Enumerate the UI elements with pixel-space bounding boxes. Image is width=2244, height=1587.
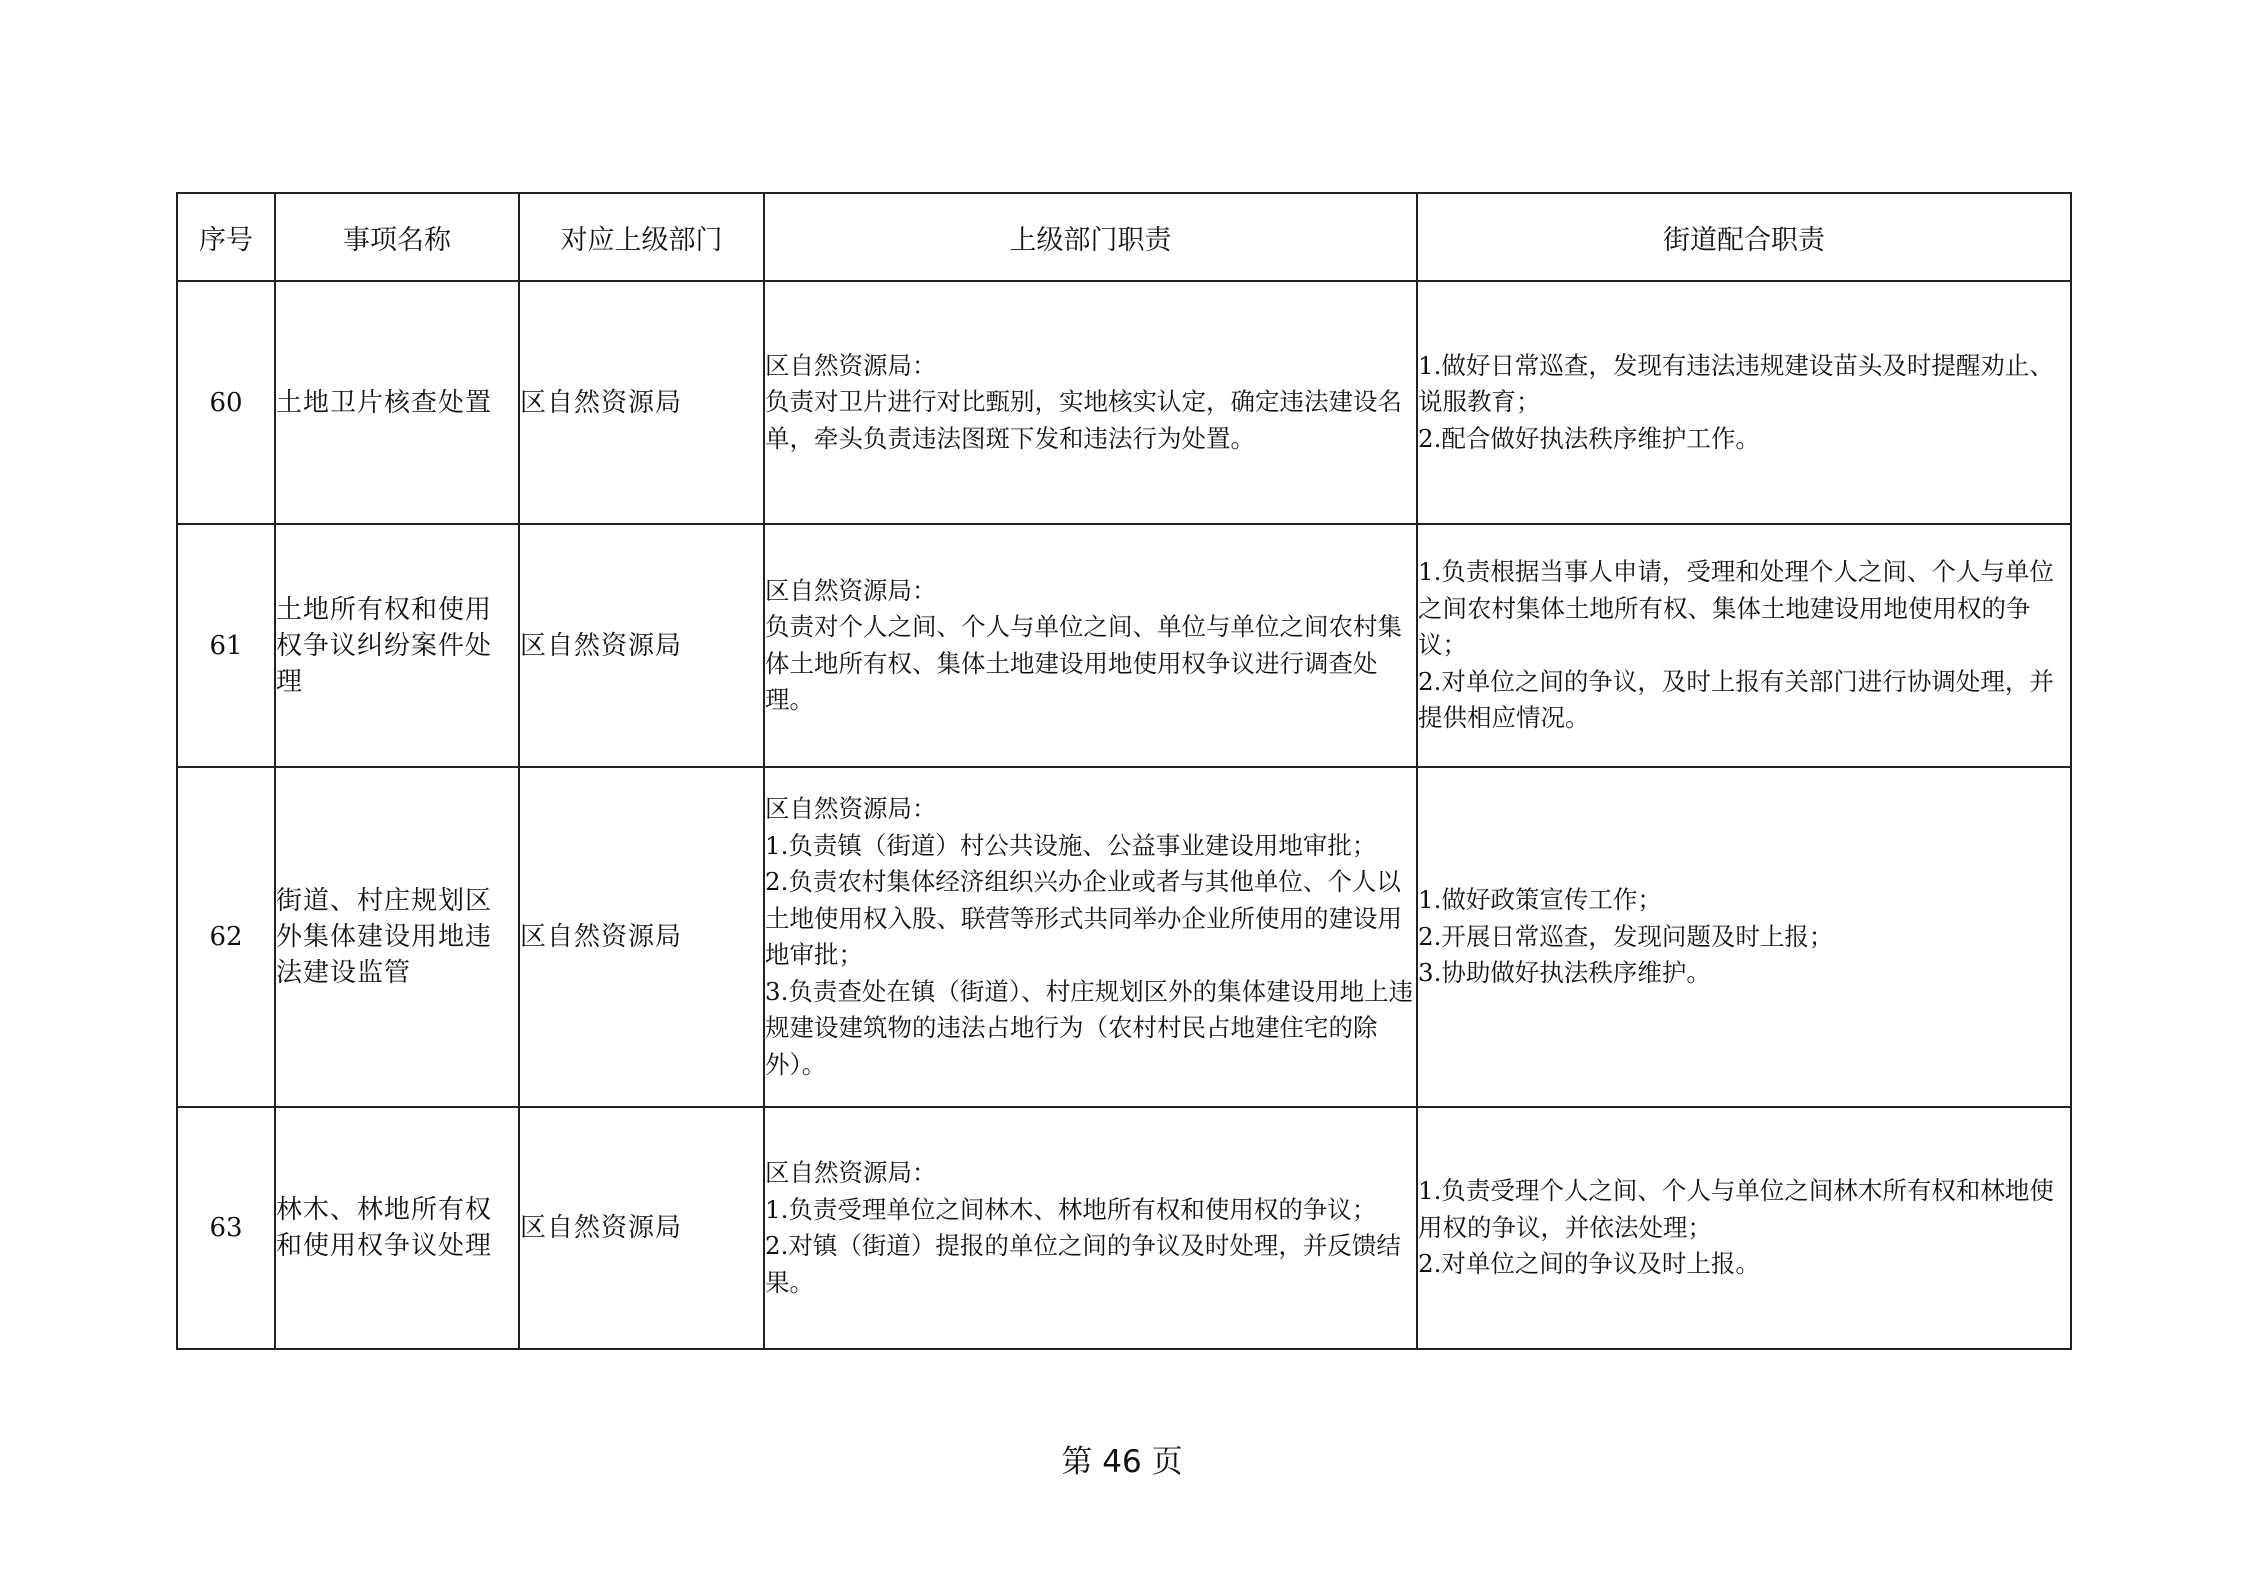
- duty-line: 2.对单位之间的争议及时上报。: [1418, 1249, 1760, 1279]
- table-row: [177, 767, 2071, 1107]
- table-header-row: [177, 193, 2071, 281]
- cell-item-name: 林木、林地所有权和使用权争议处理: [275, 1107, 519, 1349]
- cell-street-duty: [1417, 767, 2071, 1107]
- header-superior-duty: 上级部门职责: [764, 193, 1417, 281]
- cell-street-duty: [1417, 281, 2071, 524]
- cell-serial: 60: [177, 281, 275, 524]
- duty-line: 2.开展日常巡查，发现问题及时上报；: [1418, 921, 1834, 951]
- table-row: [177, 1107, 2071, 1349]
- duty-line: 区自然资源局：: [765, 794, 937, 823]
- cell-superior-dept: 区自然资源局: [519, 1107, 764, 1349]
- cell-serial: 61: [177, 524, 275, 767]
- page-number: 第 46 页: [1061, 1444, 1183, 1480]
- header-street-duty: 街道配合职责: [1417, 193, 2071, 281]
- duty-line: 1.负责镇（街道）村公共设施、公益事业建设用地审批；: [765, 830, 1377, 860]
- header-item-name: 事项名称: [275, 193, 519, 281]
- cell-superior-dept: 区自然资源局: [519, 281, 764, 524]
- duty-line: 3.负责查处在镇（街道）、村庄规划区外的集体建设用地上违规建设建筑物的违法占地行为（农村村民占地建住宅的除外）。: [765, 976, 1414, 1079]
- cell-serial: 63: [177, 1107, 275, 1349]
- duty-line: 1.做好日常巡查，发现有违法违规建设苗头及时提醒劝止、说服教育；: [1418, 350, 2054, 417]
- duty-line: 1.负责受理单位之间林木、林地所有权和使用权的争议；: [765, 1194, 1377, 1224]
- cell-item-name: 土地卫片核查处置: [275, 281, 519, 524]
- duty-line: 负责对个人之间、个人与单位之间、单位与单位之间农村集体土地所有权、集体土地建设用地使用权争议进行调查处理。: [765, 612, 1402, 714]
- cell-serial: 62: [177, 767, 275, 1107]
- duty-line: 1.负责受理个人之间、个人与单位之间林木所有权和林地使用权的争议，并依法处理；: [1418, 1176, 2054, 1242]
- duty-line: 区自然资源局：: [765, 350, 937, 380]
- cell-item-name: 街道、村庄规划区外集体建设用地违法建设监管: [275, 767, 519, 1107]
- duty-line: 1.负责根据当事人申请，受理和处理个人之间、个人与单位之间农村集体土地所有权、集体土地建设用地使用权的争议；: [1418, 557, 2054, 660]
- cell-street-duty: [1417, 524, 2071, 767]
- cell-superior-duty: [764, 1107, 1417, 1349]
- duty-line: 区自然资源局：: [765, 575, 937, 605]
- cell-superior-duty: [764, 281, 1417, 524]
- cell-street-duty: [1417, 1107, 2071, 1349]
- duty-line: 1.做好政策宣传工作；: [1418, 885, 1662, 915]
- cell-item-name: 土地所有权和使用权争议纠纷案件处理: [275, 524, 519, 767]
- duty-line: 3.协助做好执法秩序维护。: [1418, 958, 1711, 988]
- header-serial: 序号: [177, 193, 275, 281]
- cell-superior-duty: [764, 524, 1417, 767]
- duty-line: 2.对单位之间的争议，及时上报有关部门进行协调处理，并提供相应情况。: [1418, 666, 2054, 733]
- table-row: [177, 524, 2071, 767]
- duty-line: 2.配合做好执法秩序维护工作。: [1418, 423, 1760, 453]
- cell-superior-dept: 区自然资源局: [519, 767, 764, 1107]
- cell-superior-duty: [764, 767, 1417, 1107]
- duty-line: 2.对镇（街道）提报的单位之间的争议及时处理，并反馈结果。: [765, 1231, 1401, 1297]
- duty-line: 2.负责农村集体经济组织兴办企业或者与其他单位、个人以土地使用权入股、联营等形式共同举办企业所使用的建设用地审批；: [765, 867, 1402, 969]
- duty-table: [176, 192, 2072, 1350]
- duty-line: 负责对卫片进行对比甄别，实地核实认定，确定违法建设名单，牵头负责违法图斑下发和违法行为处置。: [765, 387, 1402, 453]
- cell-superior-dept: 区自然资源局: [519, 524, 764, 767]
- header-superior-dept: 对应上级部门: [519, 193, 764, 281]
- duty-line: 区自然资源局：: [765, 1158, 937, 1187]
- table-row: [177, 281, 2071, 524]
